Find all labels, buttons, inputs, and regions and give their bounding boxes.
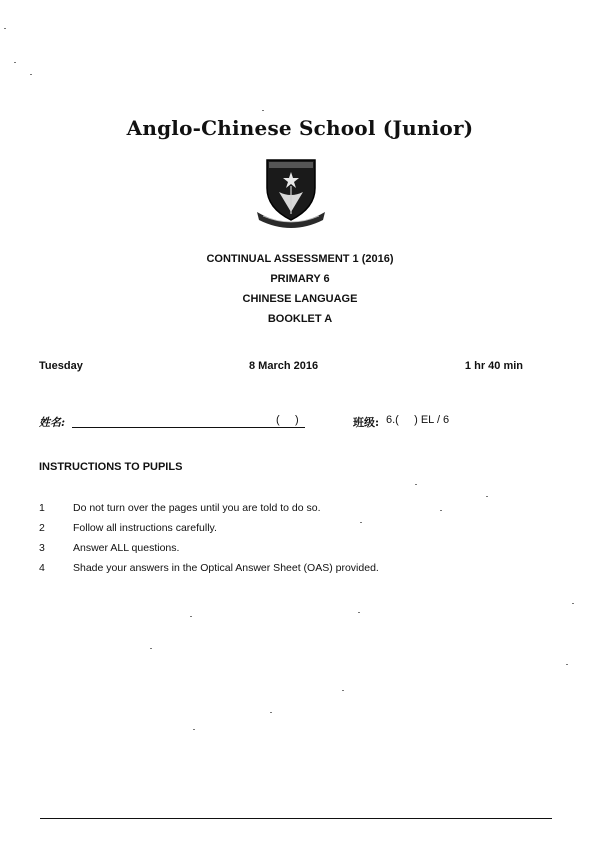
scan-speck — [415, 484, 417, 485]
instruction-text: Shade your answers in the Optical Answer Sheet (OAS) provided. — [73, 562, 379, 574]
level-title: PRIMARY 6 — [270, 273, 330, 285]
assessment-title: CONTINUAL ASSESSMENT 1 (2016) — [206, 253, 394, 265]
scan-speck — [262, 110, 264, 111]
student-info-row — [39, 414, 559, 432]
class-label: 班级: — [353, 416, 380, 429]
scan-speck — [572, 603, 574, 604]
exam-date: 8 March 2016 — [249, 360, 319, 372]
bottom-divider — [40, 818, 552, 819]
exam-meta-row — [39, 360, 523, 376]
school-crest-icon — [253, 156, 329, 228]
list-item — [39, 542, 539, 562]
exam-day: Tuesday — [39, 360, 83, 372]
register-number-field[interactable]: ( ) — [276, 414, 299, 426]
scan-speck — [14, 62, 16, 63]
assessment-heading — [0, 249, 600, 329]
scan-speck — [486, 496, 488, 497]
scan-speck — [30, 74, 32, 75]
scan-speck — [150, 648, 152, 649]
scan-speck — [4, 28, 6, 29]
scan-speck — [566, 664, 568, 665]
instruction-number: 1 — [39, 502, 45, 514]
booklet-title: BOOKLET A — [267, 313, 333, 325]
instruction-text: Follow all instructions carefully. — [73, 522, 217, 534]
instruction-number: 3 — [39, 542, 45, 554]
instructions-list — [39, 502, 539, 582]
scan-speck — [360, 522, 362, 523]
scan-speck — [270, 712, 272, 713]
scan-speck — [440, 510, 442, 511]
list-item — [39, 562, 539, 582]
instruction-number: 4 — [39, 562, 45, 574]
exam-duration: 1 hr 40 min — [464, 360, 523, 372]
list-item — [39, 502, 539, 522]
name-label: 姓名: — [39, 416, 66, 429]
subject-title: CHINESE LANGUAGE — [242, 293, 358, 305]
scan-speck — [358, 612, 360, 613]
instruction-number: 2 — [39, 522, 45, 534]
list-item — [39, 522, 539, 542]
name-field[interactable] — [72, 427, 305, 428]
scan-speck — [193, 729, 195, 730]
instruction-text: Do not turn over the pages until you are told to do so. — [73, 502, 321, 514]
school-name: Anglo-Chinese School (Junior) — [126, 116, 474, 140]
scan-speck — [190, 616, 192, 617]
scan-speck — [342, 690, 344, 691]
instructions-title: INSTRUCTIONS TO PUPILS — [39, 461, 183, 473]
class-field[interactable]: 6.( ) EL / 6 — [386, 414, 450, 426]
instruction-text: Answer ALL questions. — [73, 542, 180, 554]
